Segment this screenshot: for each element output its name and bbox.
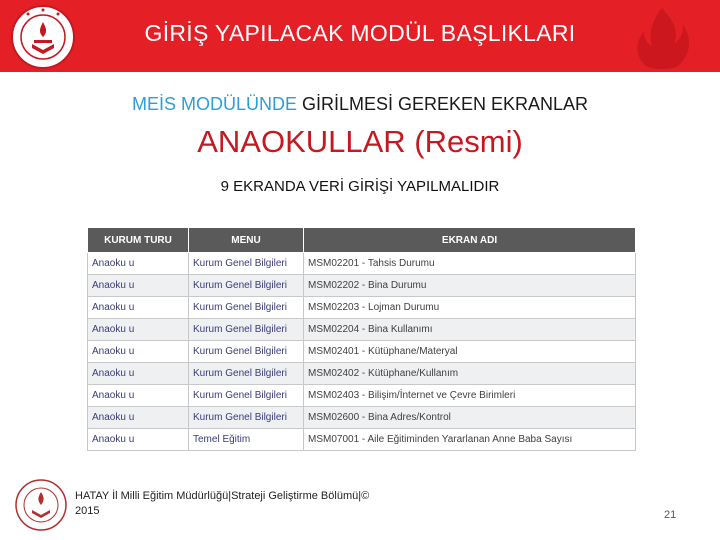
- table-row: [88, 341, 636, 363]
- cell-type: Anaoku u: [88, 341, 189, 363]
- instruction-text: 9 EKRANDA VERİ GİRİŞİ YAPILMALIDIR: [220, 178, 500, 195]
- cell-menu: Temel Eğitim: [189, 429, 304, 451]
- cell-screen: MSM02600 - Bina Adres/Kontrol: [304, 407, 636, 429]
- table-row: [88, 385, 636, 407]
- screen-name: Tahsis Durumu: [367, 258, 435, 269]
- cell-type: Anaoku u: [88, 253, 189, 275]
- screen-code: MSM02600: [308, 412, 360, 423]
- footer-line-2: 2015: [75, 505, 100, 517]
- screen-code: MSM07001: [308, 434, 360, 445]
- table-row: [88, 319, 636, 341]
- section-subtitle: [0, 94, 720, 115]
- screen-code: MSM02203: [308, 302, 360, 313]
- screen-name: Lojman Durumu: [368, 302, 440, 313]
- column-header: MENU: [189, 228, 304, 253]
- cell-menu: Kurum Genel Bilgileri: [189, 275, 304, 297]
- screen-name: Kütüphane/Materyal: [368, 346, 458, 357]
- screen-code: MSM02201: [308, 258, 360, 269]
- page-number: 21: [664, 509, 677, 521]
- cell-screen: MSM02204 - Bina Kullanımı: [304, 319, 636, 341]
- screen-code: MSM02403: [308, 390, 360, 401]
- screen-name: Bina Durumu: [368, 280, 427, 291]
- cell-menu: Kurum Genel Bilgileri: [189, 297, 304, 319]
- meb-logo-icon: [14, 478, 68, 532]
- table-row: [88, 429, 636, 451]
- screen-code: MSM02402: [308, 368, 360, 379]
- cell-menu: Kurum Genel Bilgileri: [189, 319, 304, 341]
- table-row: [88, 363, 636, 385]
- flame-icon: [622, 4, 702, 72]
- table-row: [88, 275, 636, 297]
- screen-name: Bina Adres/Kontrol: [368, 412, 451, 423]
- cell-type: Anaoku u: [88, 275, 189, 297]
- column-header: KURUM TURU: [88, 228, 189, 253]
- footer-line-1: HATAY İl Milli Eğitim Müdürlüğü|Strateji Geliştirme Bölümü|©: [75, 490, 370, 502]
- title-bar: [0, 0, 720, 72]
- screen-name: Aile Eğitiminden Yararlanan Anne Baba Sayısı: [367, 434, 573, 445]
- cell-menu: Kurum Genel Bilgileri: [189, 385, 304, 407]
- cell-screen: MSM02402 - Kütüphane/Kullanım: [304, 363, 636, 385]
- subtitle-highlight: MEİS MODÜLÜNDE: [131, 94, 297, 114]
- cell-type: Anaoku u: [88, 319, 189, 341]
- cell-screen: MSM02203 - Lojman Durumu: [304, 297, 636, 319]
- table-row: [88, 297, 636, 319]
- screen-code: MSM02401: [308, 346, 360, 357]
- cell-screen: MSM02201 - Tahsis Durumu: [304, 253, 636, 275]
- table-row: [88, 253, 636, 275]
- screen-name: Bilişim/İnternet ve Çevre Birimleri: [368, 390, 516, 401]
- footer-credit: [75, 489, 369, 519]
- screen-table: [87, 227, 636, 451]
- screen-code: MSM02202: [308, 280, 360, 291]
- cell-type: Anaoku u: [88, 385, 189, 407]
- cell-screen: MSM02403 - Bilişim/İnternet ve Çevre Birimleri: [304, 385, 636, 407]
- cell-menu: Kurum Genel Bilgileri: [189, 363, 304, 385]
- screen-name: Bina Kullanımı: [368, 324, 433, 335]
- cell-menu: Kurum Genel Bilgileri: [189, 341, 304, 363]
- column-header: EKRAN ADI: [304, 228, 636, 253]
- school-type-heading: ANAOKULLAR (Resmi): [197, 124, 523, 159]
- cell-menu: Kurum Genel Bilgileri: [189, 407, 304, 429]
- cell-type: Anaoku u: [88, 297, 189, 319]
- screen-name: Kütüphane/Kullanım: [368, 368, 459, 379]
- subtitle-rest: GİRİLMESİ GEREKEN EKRANLAR: [296, 94, 589, 114]
- table-header-row: [88, 228, 636, 253]
- screen-code: MSM02204: [308, 324, 360, 335]
- cell-screen: MSM02202 - Bina Durumu: [304, 275, 636, 297]
- cell-screen: MSM02401 - Kütüphane/Materyal: [304, 341, 636, 363]
- table-row: [88, 407, 636, 429]
- cell-menu: Kurum Genel Bilgileri: [189, 253, 304, 275]
- cell-type: Anaoku u: [88, 363, 189, 385]
- page-title: GİRİŞ YAPILACAK MODÜL BAŞLIKLARI: [144, 20, 576, 46]
- cell-type: Anaoku u: [88, 407, 189, 429]
- cell-screen: MSM07001 - Aile Eğitiminden Yararlanan Anne Baba Sayısı: [304, 429, 636, 451]
- cell-type: Anaoku u: [88, 429, 189, 451]
